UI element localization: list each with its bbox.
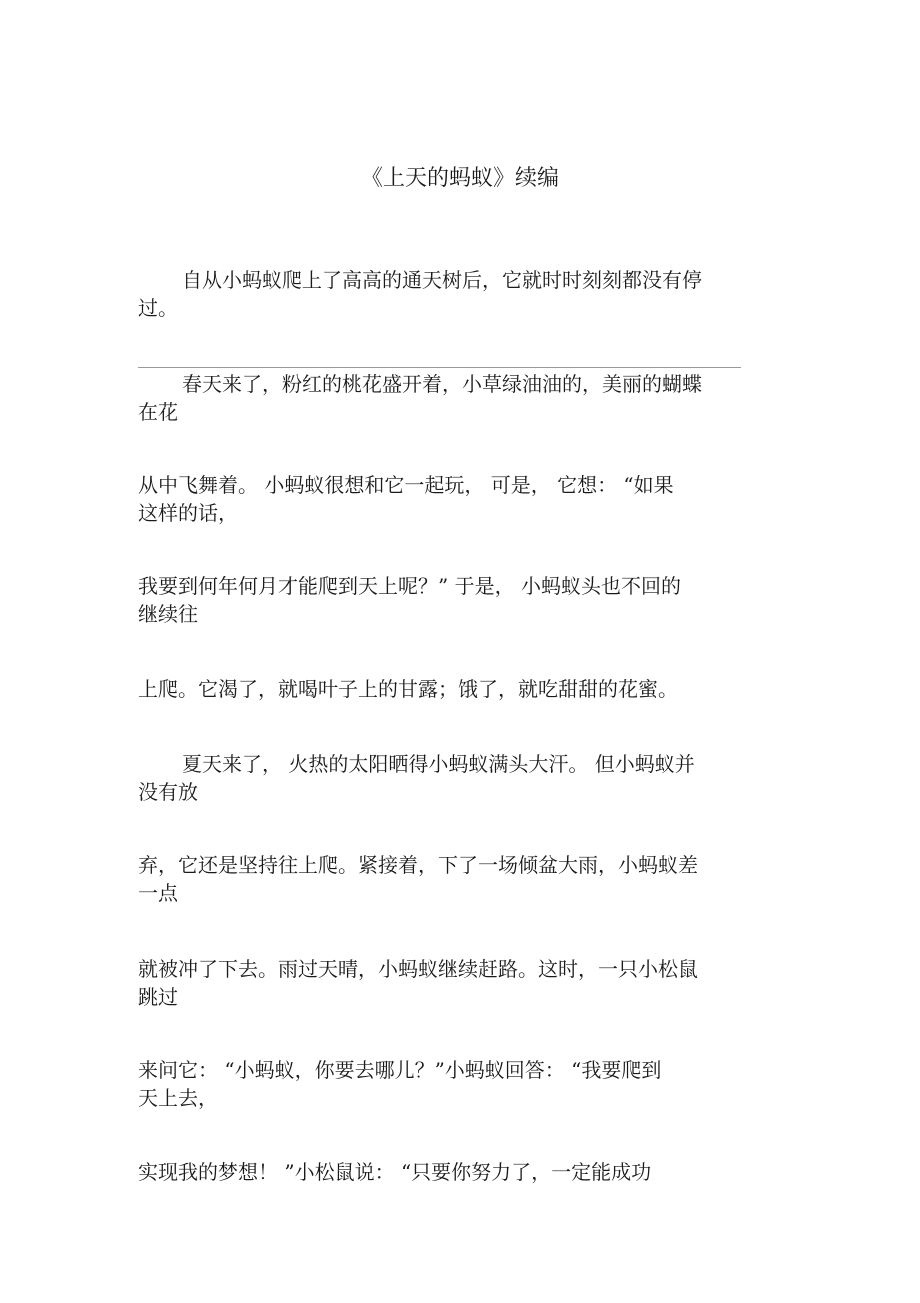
paragraph-3 (138, 572, 738, 628)
paragraph-9-line-1: 实现我的梦想！ ”小松鼠说： “只要你努力了，一定能成功 (138, 1160, 652, 1184)
paragraph-1-line-2: 在花 (138, 400, 178, 424)
paragraph-2 (138, 471, 738, 527)
paragraph-5-line-2: 没有放 (138, 780, 198, 804)
paragraph-1-line-1: 春天来了，粉红的桃花盛开着，小草绿油油的，美丽的蝴蝶 (182, 372, 702, 396)
paragraph-9 (138, 1158, 738, 1186)
intro-paragraph (138, 266, 738, 322)
intro-line-1: 自从小蚂蚁爬上了高高的通天树后，它就时时刻刻都没有停 (182, 268, 702, 292)
paragraph-6-line-1: 弃，它还是坚持往上爬。紧接着，下了一场倾盆大雨，小蚂蚁差 (138, 853, 698, 877)
paragraph-1 (138, 370, 738, 426)
paragraph-2-line-1: 从中飞舞着。 小蚂蚁很想和它一起玩， 可是， 它想： “如果 (138, 473, 674, 497)
document-title: 《上天的蚂蚁》续编 (360, 166, 559, 191)
paragraph-8-line-1: 来问它： “小蚂蚁，你要去哪儿？”小蚂蚁回答： “我要爬到 (138, 1058, 662, 1082)
paragraph-8-line-2: 天上去， (138, 1086, 218, 1110)
paragraph-5 (138, 750, 738, 806)
paragraph-8 (138, 1056, 738, 1112)
paragraph-4 (138, 675, 738, 703)
paragraph-7-line-2: 跳过 (138, 985, 178, 1009)
paragraph-5-line-1: 夏天来了， 火热的太阳晒得小蚂蚁满头大汗。 但小蚂蚁并 (182, 752, 695, 776)
paragraph-4-line-1: 上爬。它渴了，就喝叶子上的甘露；饿了，就吃甜甜的花蜜。 (138, 677, 678, 701)
intro-line-2: 过。 (138, 296, 178, 320)
horizontal-rule (138, 367, 741, 368)
paragraph-7-line-1: 就被冲了下去。雨过天晴，小蚂蚁继续赶路。这时，一只小松鼠 (138, 957, 698, 981)
paragraph-3-line-1: 我要到何年何月才能爬到天上呢？” 于是， 小蚂蚁头也不回的 (138, 574, 681, 598)
paragraph-6 (138, 851, 738, 907)
paragraph-6-line-2: 一点 (138, 881, 178, 905)
paragraph-3-line-2: 继续往 (138, 602, 198, 626)
paragraph-2-line-2: 这样的话， (138, 501, 238, 525)
paragraph-7 (138, 955, 738, 1011)
